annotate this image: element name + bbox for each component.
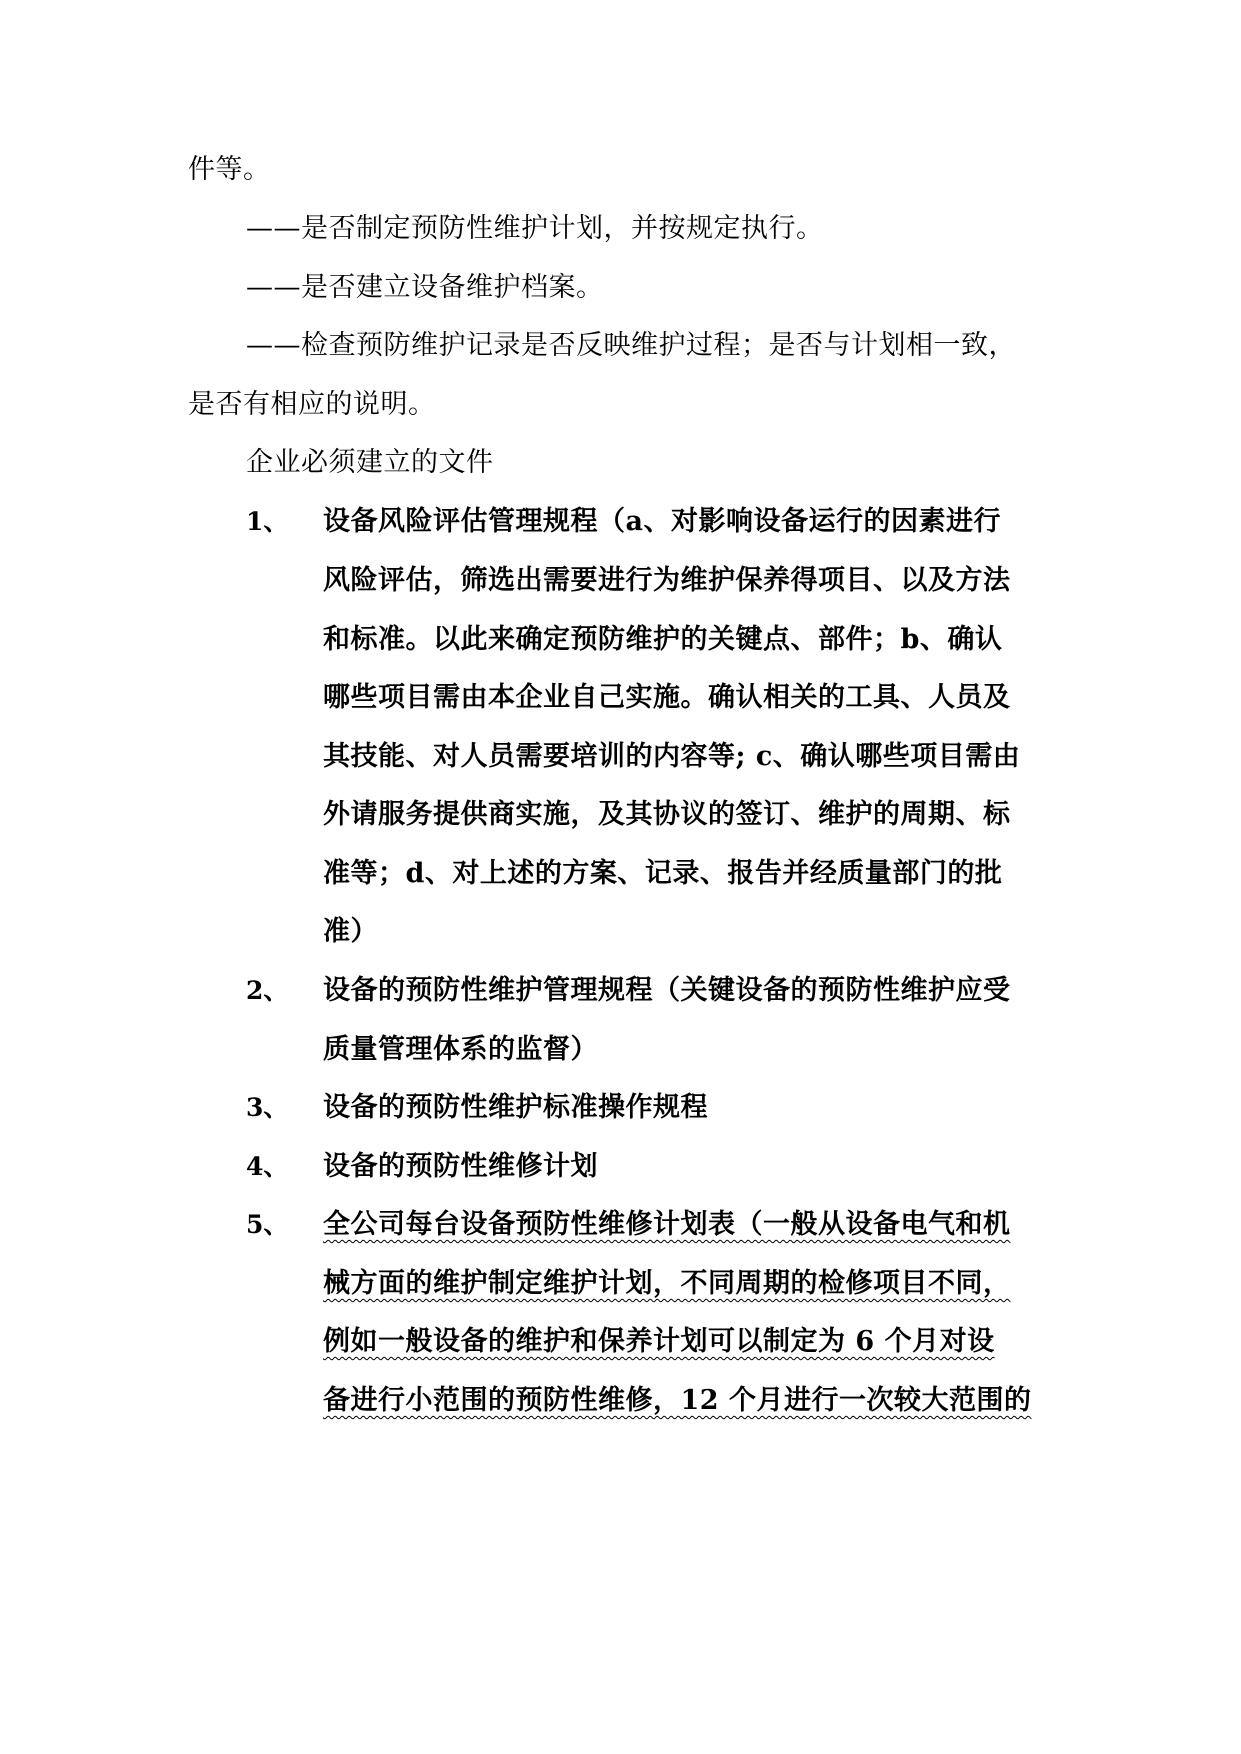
intro-line-5: 是否有相应的说明。 bbox=[188, 389, 436, 420]
item-1-line-1: 设备风险评估管理规程（a、对影响设备运行的因素进行 bbox=[323, 506, 1001, 537]
item-5-line-2: 械方面的维护制定维护计划，不同周期的检修项目不同， bbox=[323, 1268, 1011, 1299]
item-5-line-4: 备进行小范围的预防性维修，12 个月进行一次较大范围的 bbox=[323, 1385, 1032, 1416]
item-3-line-1: 设备的预防性维护标准操作规程 bbox=[323, 1092, 708, 1123]
item-5-line-1: 全公司每台设备预防性维修计划表（一般从设备电气和机 bbox=[323, 1209, 1011, 1240]
item-1-line-4: 哪些项目需由本企业自己实施。确认相关的工具、人员及 bbox=[323, 682, 1011, 713]
item-1-line-6: 外请服务提供商实施，及其协议的签订、维护的周期、标 bbox=[323, 799, 1011, 830]
item-1-line-5: 其技能、对人员需要培训的内容等; c、确认哪些项目需由 bbox=[323, 741, 1021, 772]
intro-line-4: ——检查预防维护记录是否反映维护过程；是否与计划相一致， bbox=[246, 330, 1016, 361]
item-1-line-8: 准） bbox=[323, 916, 378, 947]
item-2-line-1: 设备的预防性维护管理规程（关键设备的预防性维护应受 bbox=[323, 975, 1011, 1006]
intro-line-2: ——是否制定预防性维护计划，并按规定执行。 bbox=[246, 213, 824, 244]
item-1-line-3: 和标准。以此来确定预防维护的关键点、部件；b、确认 bbox=[323, 624, 1003, 655]
item-2-line-2: 质量管理体系的监督） bbox=[323, 1034, 598, 1065]
item-4-number: 4、 bbox=[246, 1152, 289, 1181]
item-1-line-2: 风险评估，筛选出需要进行为维护保养得项目、以及方法 bbox=[323, 565, 1011, 596]
intro-line-1: 件等。 bbox=[188, 154, 271, 185]
item-5-line-3: 例如一般设备的维护和保养计划可以制定为 6 个月对设 bbox=[323, 1326, 995, 1357]
item-5-number: 5、 bbox=[246, 1210, 289, 1239]
item-3-number: 3、 bbox=[246, 1093, 289, 1122]
section-heading: 企业必须建立的文件 bbox=[246, 447, 494, 478]
item-2-number: 2、 bbox=[246, 976, 289, 1005]
item-4-line-1: 设备的预防性维修计划 bbox=[323, 1151, 598, 1182]
intro-line-3: ——是否建立设备维护档案。 bbox=[246, 272, 604, 303]
item-1-number: 1、 bbox=[246, 507, 289, 536]
item-1-line-7: 准等；d、对上述的方案、记录、报告并经质量部门的批 bbox=[323, 858, 1003, 889]
